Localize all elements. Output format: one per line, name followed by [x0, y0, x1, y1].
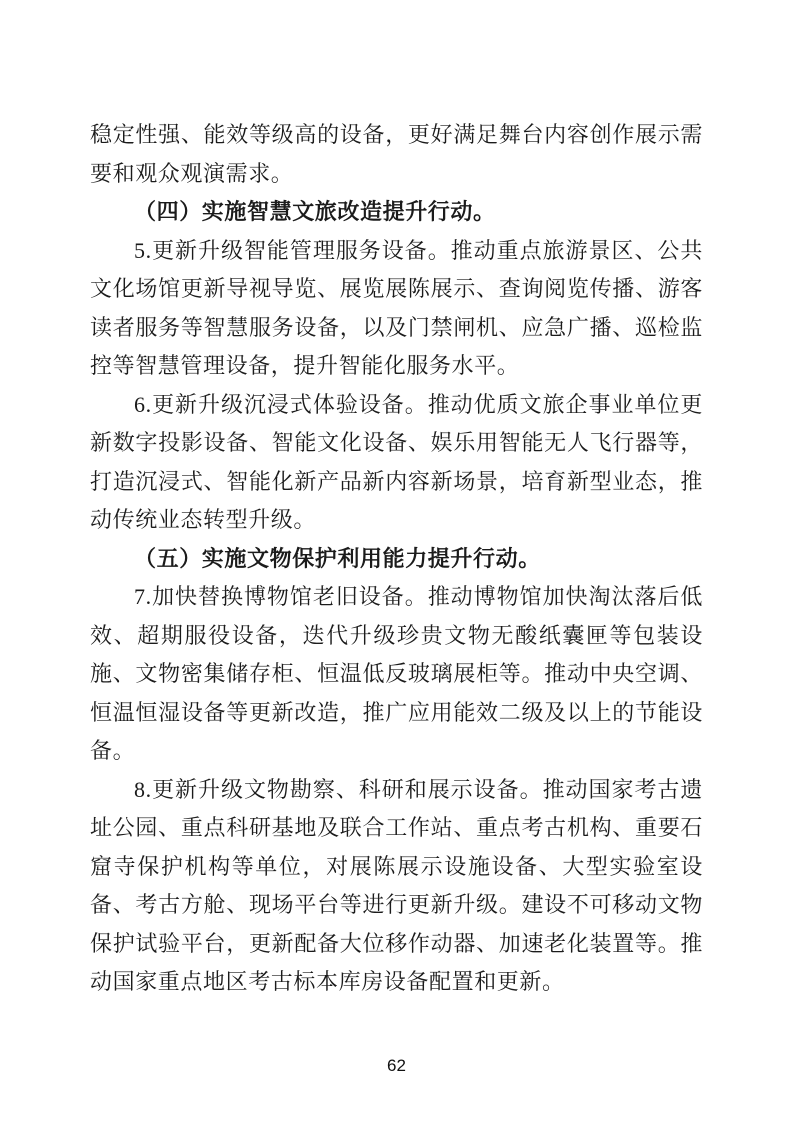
- page-number: 62: [387, 1056, 406, 1075]
- paragraph-item-6: 6.更新升级沉浸式体验设备。推动优质文旅企事业单位更新数字投影设备、智能文化设备、娱乐用智能无人飞行器等，打造沉浸式、智能化新产品新内容新场景，培育新型业态，推动传统业态转型升级。: [90, 391, 703, 532]
- paragraph-continuation: 稳定性强、能效等级高的设备，更好满足舞台内容创作展示需要和观众观演需求。: [90, 122, 703, 186]
- section-heading-five: （五）实施文物保护利用能力提升行动。: [134, 545, 541, 571]
- paragraph-item-5: 5.更新升级智能管理服务设备。推动重点旅游景区、公共文化场馆更新导视导览、展览展陈展示、查询阅览传播、游客读者服务等智慧服务设备，以及门禁闸机、应急广播、巡检监控等智慧管理设备，提升智能化服务水平。: [90, 237, 703, 378]
- paragraph-item-7: 7.加快替换博物馆老旧设备。推动博物馆加快淘汰落后低效、超期服役设备，迭代升级珍贵文物无酸纸囊匣等包装设施、文物密集储存柜、恒温低反玻璃展柜等。推动中央空调、恒温恒湿设备等更新改造，推广应用能效二级及以上的节能设备。: [90, 584, 703, 763]
- section-heading-four: （四）实施智慧文旅改造提升行动。: [134, 199, 496, 224]
- paragraph-item-8: 8.更新升级文物勘察、科研和展示设备。推动国家考古遗址公园、重点科研基地及联合工作站、重点考古机构、重要石窟寺保护机构等单位，对展陈展示设施设备、大型实验室设备、考古方舱、现场平台等进行更新升级。建设不可移动文物保护试验平台，更新配备大位移作动器、加速老化装置等。推动国家重点地区考古标本库房设备配置和更新。: [90, 776, 703, 994]
- document-body: [90, 116, 703, 1002]
